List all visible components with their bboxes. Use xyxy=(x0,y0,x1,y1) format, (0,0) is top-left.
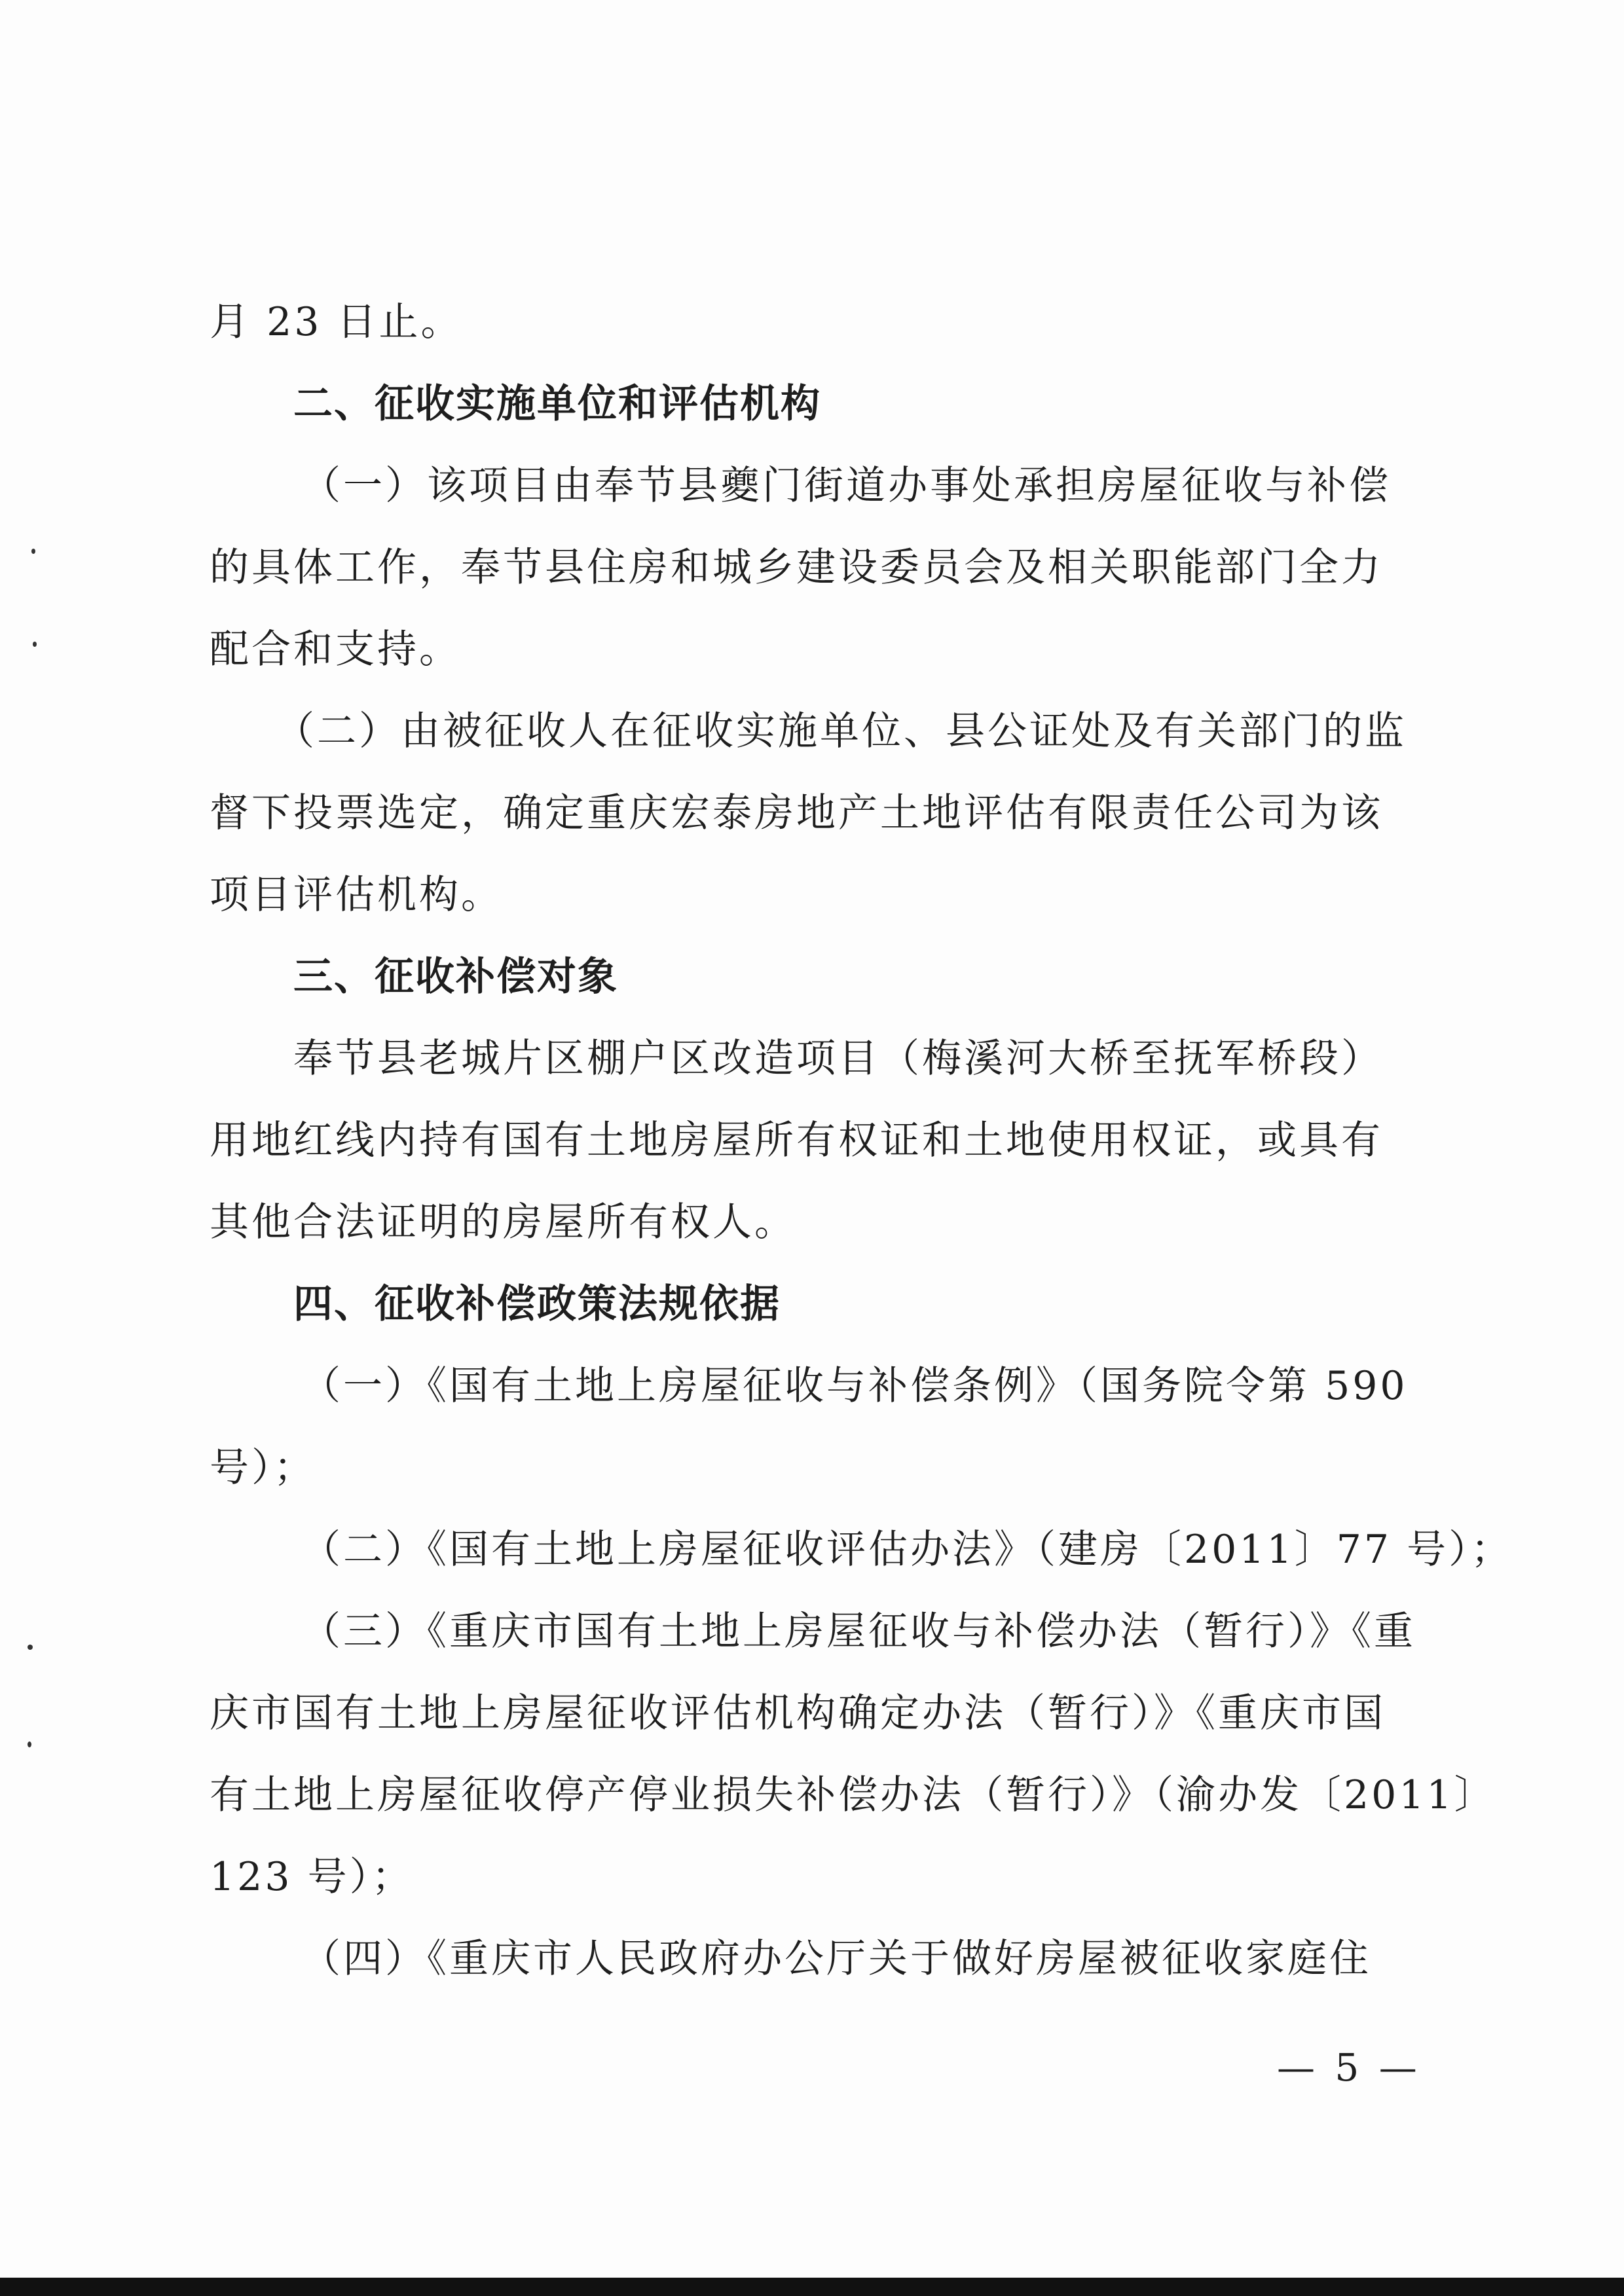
text-line: （四）《重庆市人民政府办公厅关于做好房屋被征收家庭住 xyxy=(301,1936,1371,1982)
text-line: 督下投票选定，确定重庆宏泰房地产土地评估有限责任公司为该 xyxy=(210,790,1383,836)
scan-edge-bar xyxy=(0,2278,1624,2296)
text-line: （二）由被征收人在征收实施单位、县公证处及有关部门的监 xyxy=(275,708,1407,754)
text-line: 项目评估机构。 xyxy=(210,872,503,918)
text-line: 123 号）； xyxy=(210,1854,414,1900)
section-heading: 三、征收补偿对象 xyxy=(293,954,618,1000)
section-heading: 四、征收补偿政策法规依据 xyxy=(293,1281,781,1327)
text-line: 其他合法证明的房屋所有权人。 xyxy=(210,1199,796,1245)
text-line: （一）该项目由奉节县夔门街道办事处承担房屋征收与补偿 xyxy=(301,463,1391,509)
text-line: （一）《国有土地上房屋征收与补偿条例》（国务院令第 590 xyxy=(301,1363,1408,1409)
text-line: 月 23 日止。 xyxy=(210,299,463,345)
scan-speck xyxy=(28,1741,31,1747)
text-line: 的具体工作，奉节县住房和城乡建设委员会及相关职能部门全力 xyxy=(210,545,1383,591)
scan-speck xyxy=(33,642,37,647)
text-line: （三）《重庆市国有土地上房屋征收与补偿办法（暂行）》《重 xyxy=(301,1609,1416,1654)
text-line: 奉节县老城片区棚户区改造项目（梅溪河大桥至抚军桥段） xyxy=(293,1036,1383,1082)
scan-speck xyxy=(31,549,35,554)
text-line: 有土地上房屋征收停产停业损失补偿办法（暂行）》（渝办发〔2011〕 xyxy=(210,1772,1496,1818)
page-number: — 5 — xyxy=(1277,2045,1421,2090)
text-line: 配合和支持。 xyxy=(210,627,461,672)
section-heading: 二、征收实施单位和评估机构 xyxy=(293,381,821,427)
text-line: 用地红线内持有国有土地房屋所有权证和土地使用权证，或具有 xyxy=(210,1118,1383,1163)
text-line: （二）《国有土地上房屋征收评估办法》（建房〔2011〕77 号）； xyxy=(301,1527,1513,1573)
text-line: 庆市国有土地上房屋征收评估机构确定办法（暂行）》《重庆市国 xyxy=(210,1690,1386,1736)
scan-speck xyxy=(28,1645,33,1650)
text-line: 号）； xyxy=(210,1445,316,1491)
